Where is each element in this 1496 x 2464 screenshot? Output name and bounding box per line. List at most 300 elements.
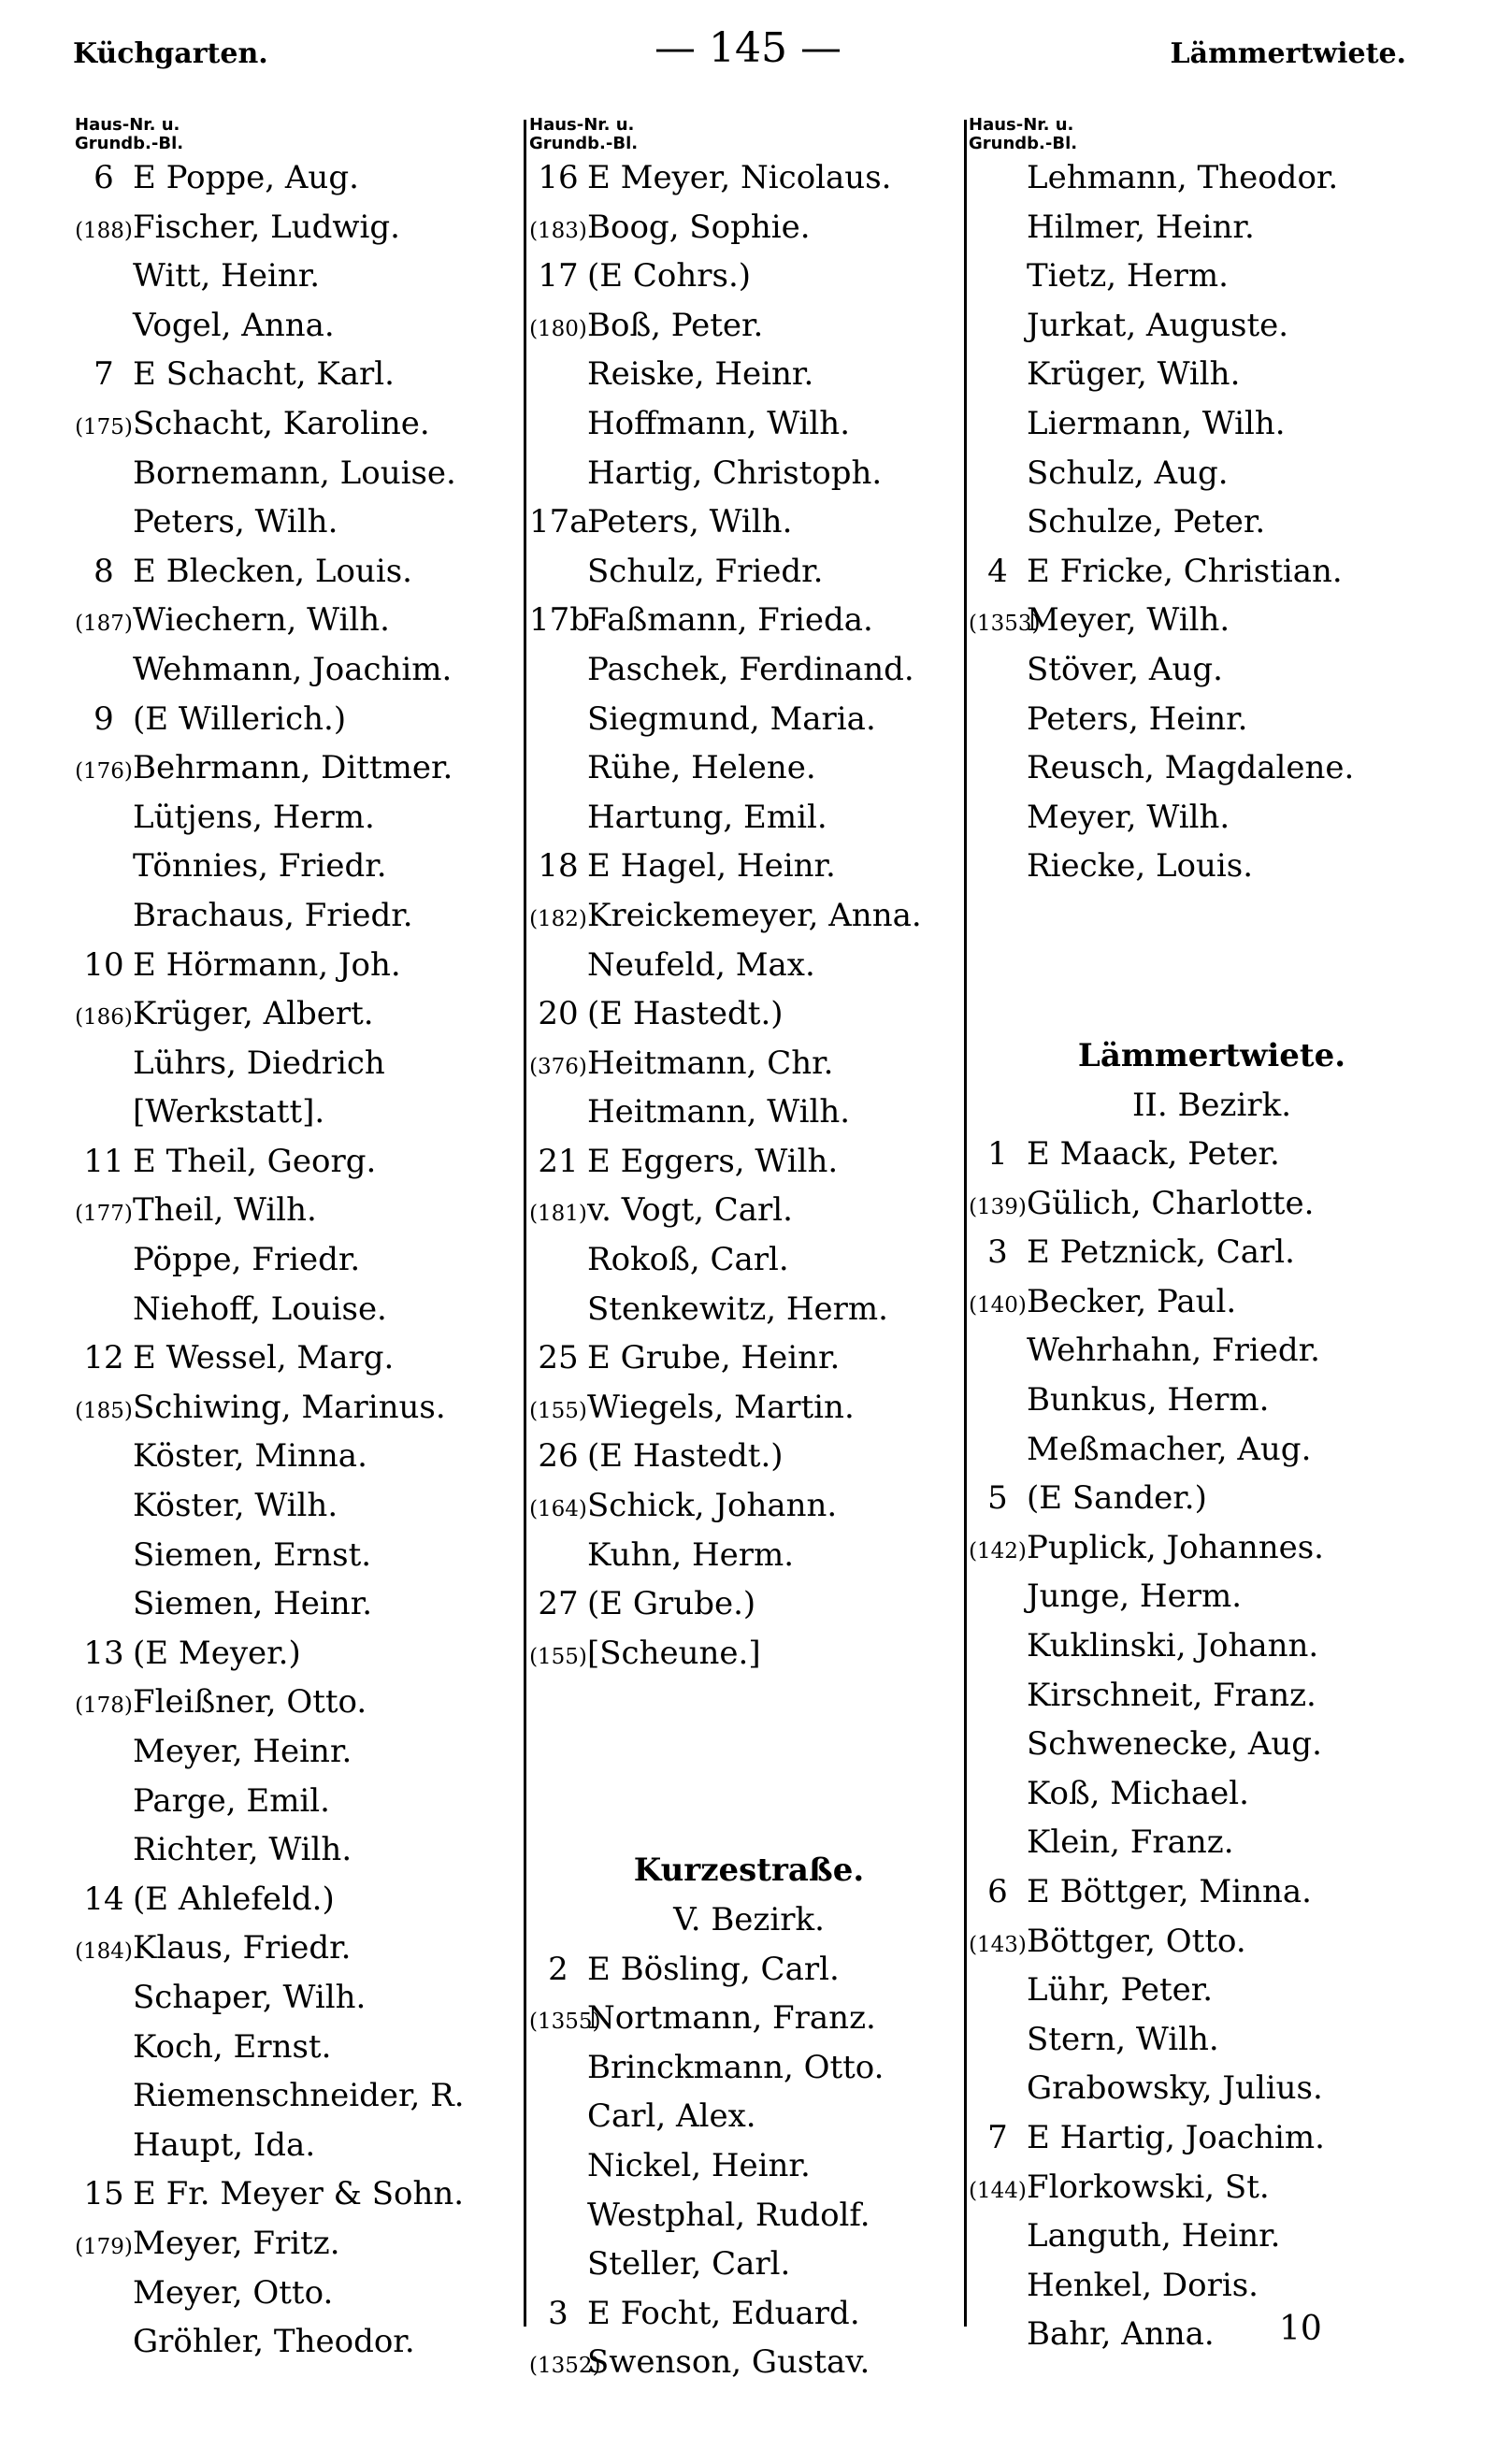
resident-name: E Grube, Heinr. bbox=[587, 1339, 841, 1377]
resident-name: Kuhn, Herm. bbox=[587, 1535, 795, 1574]
house-number: (1352) bbox=[529, 2354, 601, 2379]
house-number: 25 bbox=[538, 1339, 579, 1377]
resident-name: Schacht, Karoline. bbox=[133, 404, 430, 442]
resident-name: Rokoß, Carl. bbox=[587, 1241, 789, 1279]
house-number: 12 bbox=[83, 1339, 124, 1377]
resident-name: (E Sander.) bbox=[1027, 1479, 1207, 1518]
street-title: Lämmertwiete. bbox=[1077, 1036, 1346, 1074]
resident-name: Grabowsky, Julius. bbox=[1027, 2069, 1323, 2108]
resident-name: Heitmann, Wilh. bbox=[587, 1093, 851, 1131]
resident-name: E Eggers, Wilh. bbox=[587, 1142, 839, 1180]
entry-row bbox=[969, 2212, 1455, 2261]
resident-name: Florkowski, St. bbox=[1027, 2168, 1270, 2206]
entry-row bbox=[529, 1039, 969, 1088]
resident-name: Niehoff, Louise. bbox=[133, 1290, 387, 1328]
resident-name: Meyer, Fritz. bbox=[133, 2224, 340, 2262]
entry-row bbox=[529, 1629, 969, 1679]
entry-row bbox=[75, 743, 524, 793]
resident-name: Neufeld, Max. bbox=[587, 945, 815, 984]
resident-name: Behrmann, Dittmer. bbox=[133, 749, 453, 787]
house-number: 10 bbox=[83, 945, 124, 984]
street-title: Kurzestraße. bbox=[633, 1852, 865, 1890]
house-number: (182) bbox=[529, 906, 587, 931]
resident-name: Tönnies, Friedr. bbox=[133, 847, 387, 886]
entry-row bbox=[529, 301, 969, 351]
entry-row bbox=[75, 1088, 524, 1137]
house-number: 7 bbox=[987, 2118, 1008, 2156]
resident-name: Schulze, Peter. bbox=[1027, 503, 1266, 541]
column-3 bbox=[969, 112, 1455, 2359]
house-number: (139) bbox=[969, 1194, 1027, 1219]
house-number: (142) bbox=[969, 1538, 1027, 1563]
entry-row bbox=[969, 2015, 1455, 2065]
entry-row bbox=[75, 1137, 524, 1187]
resident-name: Meyer, Otto. bbox=[133, 2273, 334, 2312]
resident-name: Schick, Johann. bbox=[587, 1487, 838, 1525]
column-header-line: Grundb.-Bl. bbox=[529, 134, 639, 153]
entry-row bbox=[969, 1621, 1455, 1671]
entry-row bbox=[75, 399, 524, 449]
house-number: (164) bbox=[529, 1497, 587, 1522]
entry-row bbox=[75, 1727, 524, 1777]
entry-row bbox=[969, 1818, 1455, 1867]
house-number: 4 bbox=[987, 552, 1008, 590]
resident-name: Wehmann, Joachim. bbox=[133, 650, 453, 688]
house-number: (140) bbox=[969, 1292, 1027, 1318]
resident-name: Junge, Herm. bbox=[1027, 1578, 1242, 1616]
column-header-line: Haus-Nr. u. bbox=[529, 115, 635, 135]
resident-name: Siegmund, Maria. bbox=[587, 699, 876, 738]
column-header-line: Grundb.-Bl. bbox=[969, 134, 1078, 153]
resident-name: Heitmann, Chr. bbox=[587, 1044, 834, 1082]
entry-row bbox=[75, 1481, 524, 1531]
house-number: 17 bbox=[538, 257, 579, 295]
house-number: 18 bbox=[538, 847, 579, 886]
entry-row bbox=[969, 153, 1455, 203]
entry-row bbox=[529, 941, 969, 990]
resident-name: Peters, Wilh. bbox=[587, 503, 793, 541]
entry-row bbox=[75, 252, 524, 301]
house-number: 1 bbox=[987, 1135, 1008, 1174]
resident-name: Becker, Paul. bbox=[1027, 1282, 1237, 1320]
entry-row bbox=[969, 1769, 1455, 1819]
house-number: 6 bbox=[987, 1873, 1008, 1910]
resident-name: Westphal, Rudolf. bbox=[587, 2196, 870, 2234]
entry-row bbox=[529, 793, 969, 843]
entry-row bbox=[75, 1432, 524, 1481]
entry-row bbox=[75, 2317, 524, 2367]
entry-list bbox=[529, 153, 969, 1678]
house-number: (376) bbox=[529, 1054, 587, 1079]
resident-name: E Fricke, Christian. bbox=[1027, 552, 1343, 590]
entry-row bbox=[529, 1333, 969, 1383]
entry-row bbox=[969, 1326, 1455, 1376]
entry-row bbox=[969, 1523, 1455, 1573]
resident-name: E Maack, Peter. bbox=[1027, 1135, 1280, 1174]
entry-row bbox=[529, 1137, 969, 1187]
house-number: (1353) bbox=[969, 612, 1041, 637]
resident-name: Peters, Heinr. bbox=[1027, 699, 1248, 738]
entry-row bbox=[75, 842, 524, 891]
entry-row bbox=[75, 1333, 524, 1383]
entry-row bbox=[969, 1474, 1455, 1523]
house-number: (186) bbox=[75, 1005, 133, 1030]
resident-name: E Schacht, Karl. bbox=[133, 355, 395, 394]
resident-name: Vogel, Anna. bbox=[133, 306, 335, 344]
entry-row bbox=[529, 989, 969, 1039]
entry-row bbox=[529, 1088, 969, 1137]
resident-name: (E Hastedt.) bbox=[587, 995, 784, 1033]
entry-row bbox=[529, 350, 969, 399]
house-number: 8 bbox=[94, 552, 114, 590]
entry-row bbox=[969, 2310, 1455, 2359]
house-number: (180) bbox=[529, 316, 587, 341]
entry-row bbox=[969, 1867, 1455, 1917]
entry-row bbox=[969, 399, 1455, 449]
column-header-line: Haus-Nr. u. bbox=[75, 115, 180, 135]
house-number: (175) bbox=[75, 414, 133, 439]
entry-row bbox=[969, 2163, 1455, 2212]
entry-row bbox=[969, 1425, 1455, 1475]
resident-name: Lütjens, Herm. bbox=[133, 798, 375, 836]
resident-name: Nortmann, Franz. bbox=[587, 1999, 876, 2038]
resident-name: Siemen, Heinr. bbox=[133, 1585, 373, 1623]
entry-row bbox=[75, 2219, 524, 2269]
resident-name: E Poppe, Aug. bbox=[133, 159, 359, 196]
resident-name: E Hörmann, Joh. bbox=[133, 945, 401, 984]
entry-row bbox=[529, 1432, 969, 1481]
entry-row bbox=[969, 1376, 1455, 1425]
resident-name: Gülich, Charlotte. bbox=[1027, 1184, 1315, 1222]
house-number: (188) bbox=[75, 218, 133, 243]
entry-row bbox=[75, 350, 524, 399]
entry-row bbox=[75, 1186, 524, 1235]
entry-row bbox=[529, 1481, 969, 1531]
entry-row bbox=[969, 1572, 1455, 1621]
resident-name: (E Cohrs.) bbox=[587, 257, 752, 295]
resident-name: Stöver, Aug. bbox=[1027, 650, 1223, 688]
resident-name: Haupt, Ida. bbox=[133, 2125, 316, 2164]
house-number: (155) bbox=[529, 1644, 587, 1669]
resident-name: Pöppe, Friedr. bbox=[133, 1241, 361, 1279]
resident-name: Kuklinski, Johann. bbox=[1027, 1627, 1319, 1665]
house-number: 11 bbox=[83, 1142, 124, 1180]
resident-name: Jurkat, Auguste. bbox=[1027, 306, 1289, 344]
resident-name: Parge, Emil. bbox=[133, 1781, 330, 1820]
entry-row bbox=[969, 497, 1455, 547]
resident-name: Stern, Wilh. bbox=[1027, 2020, 1219, 2058]
resident-name: Boog, Sophie. bbox=[587, 208, 811, 246]
entry-row bbox=[75, 2071, 524, 2121]
house-number: (177) bbox=[75, 1202, 133, 1227]
entry-row bbox=[969, 1720, 1455, 1769]
entry-row bbox=[75, 2169, 524, 2219]
house-number: (143) bbox=[969, 1932, 1027, 1957]
resident-name: Riemenschneider, R. bbox=[133, 2077, 465, 2115]
resident-name: [Scheune.] bbox=[587, 1634, 761, 1672]
resident-name: (E Grube.) bbox=[587, 1585, 756, 1623]
house-number: 27 bbox=[538, 1585, 579, 1623]
page-number: — 145 — bbox=[654, 24, 842, 72]
house-number: 21 bbox=[538, 1142, 579, 1180]
house-number: (181) bbox=[529, 1202, 587, 1227]
resident-name: [Werkstatt]. bbox=[133, 1093, 325, 1131]
entry-row bbox=[75, 547, 524, 597]
house-number: 17b bbox=[529, 601, 591, 640]
resident-name: Siemen, Ernst. bbox=[133, 1535, 372, 1574]
resident-name: Rühe, Helene. bbox=[587, 749, 816, 787]
house-number: (144) bbox=[969, 2178, 1027, 2203]
entry-row bbox=[75, 1924, 524, 1973]
house-number: 3 bbox=[548, 2294, 568, 2332]
resident-name: Lühr, Peter. bbox=[1027, 1971, 1214, 2010]
running-head-left: Küchgarten. bbox=[73, 37, 268, 70]
resident-name: Fischer, Ludwig. bbox=[133, 208, 400, 246]
column-header-line: Haus-Nr. u. bbox=[969, 115, 1074, 135]
column-header bbox=[529, 116, 969, 153]
resident-name: Köster, Minna. bbox=[133, 1437, 367, 1476]
resident-name: Fleißner, Otto. bbox=[133, 1683, 367, 1722]
column-1 bbox=[75, 112, 524, 2367]
resident-name: Kirschneit, Franz. bbox=[1027, 1676, 1316, 1714]
resident-name: Hartung, Emil. bbox=[587, 798, 827, 836]
resident-name: Böttger, Otto. bbox=[1027, 1922, 1246, 1960]
resident-name: Witt, Heinr. bbox=[133, 257, 321, 295]
entry-row bbox=[969, 842, 1455, 891]
resident-name: Stenkewitz, Herm. bbox=[587, 1290, 888, 1328]
entry-row bbox=[529, 645, 969, 695]
resident-name: Reiske, Heinr. bbox=[587, 355, 814, 394]
resident-name: Schiwing, Marinus. bbox=[133, 1388, 446, 1426]
entry-row bbox=[529, 743, 969, 793]
resident-name: v. Vogt, Carl. bbox=[587, 1191, 793, 1230]
resident-name: Bornemann, Louise. bbox=[133, 454, 456, 492]
resident-name: E Meyer, Nicolaus. bbox=[587, 159, 892, 196]
house-number: (187) bbox=[75, 612, 133, 637]
resident-name: Krüger, Wilh. bbox=[1027, 355, 1241, 394]
entry-row bbox=[529, 252, 969, 301]
entry-row bbox=[75, 1383, 524, 1433]
entry-row bbox=[75, 2023, 524, 2072]
resident-name: E Theil, Georg. bbox=[133, 1142, 377, 1180]
resident-name: E Böttger, Minna. bbox=[1027, 1873, 1312, 1910]
resident-name: Wiechern, Wilh. bbox=[133, 601, 390, 640]
entry-row bbox=[75, 2269, 524, 2318]
resident-name: Kreickemeyer, Anna. bbox=[587, 896, 922, 934]
entry-row bbox=[969, 793, 1455, 843]
entry-row bbox=[969, 596, 1455, 645]
column-2 bbox=[529, 112, 969, 2387]
resident-name: Hoffmann, Wilh. bbox=[587, 404, 850, 442]
house-number: 14 bbox=[83, 1880, 124, 1918]
signature-mark: 10 bbox=[1279, 2310, 1322, 2348]
entry-row bbox=[75, 596, 524, 645]
house-number: (185) bbox=[75, 1398, 133, 1423]
resident-name: Bunkus, Herm. bbox=[1027, 1381, 1270, 1419]
entry-row bbox=[969, 1277, 1455, 1327]
entry-row bbox=[529, 695, 969, 744]
entry-row bbox=[529, 1945, 969, 1995]
entry-row bbox=[969, 645, 1455, 695]
district-subtitle: II. Bezirk. bbox=[1131, 1086, 1292, 1124]
resident-name: Liermann, Wilh. bbox=[1027, 404, 1286, 442]
resident-name: Boß, Peter. bbox=[587, 306, 764, 344]
entry-row bbox=[529, 1383, 969, 1433]
column-header bbox=[75, 116, 524, 153]
resident-name: Theil, Wilh. bbox=[133, 1191, 317, 1230]
entry-row bbox=[969, 252, 1455, 301]
resident-name: Tietz, Herm. bbox=[1027, 257, 1229, 295]
entry-row bbox=[529, 399, 969, 449]
entry-row bbox=[75, 1875, 524, 1924]
entry-row bbox=[75, 1629, 524, 1679]
entry-row bbox=[529, 1579, 969, 1629]
entry-row bbox=[529, 2092, 969, 2141]
resident-name: Henkel, Doris. bbox=[1027, 2266, 1259, 2304]
running-head-right: Lämmertwiete. bbox=[1170, 37, 1406, 70]
entry-row bbox=[75, 1039, 524, 1088]
entry-row bbox=[75, 1285, 524, 1334]
resident-name: E Blecken, Louis. bbox=[133, 552, 412, 590]
entry-list bbox=[969, 1130, 1455, 2359]
house-number: 16 bbox=[538, 159, 579, 196]
resident-name: Hilmer, Heinr. bbox=[1027, 208, 1255, 246]
entry-row bbox=[969, 1228, 1455, 1277]
entry-row bbox=[75, 1825, 524, 1875]
entry-row bbox=[75, 1579, 524, 1629]
house-number: (1355) bbox=[529, 2010, 601, 2035]
entry-row bbox=[969, 1966, 1455, 2015]
entry-row bbox=[75, 891, 524, 941]
entry-row bbox=[529, 449, 969, 498]
house-number: (183) bbox=[529, 218, 587, 243]
resident-name: Nickel, Heinr. bbox=[587, 2146, 811, 2184]
resident-name: Schulz, Aug. bbox=[1027, 454, 1229, 492]
resident-name: Brachaus, Friedr. bbox=[133, 896, 413, 934]
resident-name: Swenson, Gustav. bbox=[587, 2343, 870, 2382]
resident-name: (E Hastedt.) bbox=[587, 1437, 784, 1476]
entry-list bbox=[969, 153, 1455, 891]
resident-name: E Focht, Eduard. bbox=[587, 2294, 860, 2332]
entry-row bbox=[75, 1531, 524, 1580]
house-number: 13 bbox=[83, 1634, 124, 1672]
entry-row bbox=[529, 1994, 969, 2043]
house-number: (179) bbox=[75, 2234, 133, 2259]
resident-name: Brinckmann, Otto. bbox=[587, 2048, 885, 2086]
resident-name: Köster, Wilh. bbox=[133, 1487, 338, 1525]
resident-name: Wiegels, Martin. bbox=[587, 1388, 855, 1426]
resident-name: Klaus, Friedr. bbox=[133, 1929, 352, 1967]
resident-name: Klein, Franz. bbox=[1027, 1823, 1234, 1862]
house-number: 2 bbox=[548, 1950, 568, 1988]
entry-row bbox=[529, 203, 969, 252]
entry-row bbox=[529, 2141, 969, 2191]
entry-row bbox=[529, 2338, 969, 2387]
entry-row bbox=[969, 1917, 1455, 1967]
entry-row bbox=[969, 449, 1455, 498]
column-divider bbox=[524, 120, 526, 2327]
entry-row bbox=[75, 941, 524, 990]
resident-name: Peters, Wilh. bbox=[133, 503, 338, 541]
resident-name: Meßmacher, Aug. bbox=[1027, 1430, 1312, 1468]
entry-row bbox=[529, 596, 969, 645]
entry-row bbox=[75, 645, 524, 695]
entry-row bbox=[75, 449, 524, 498]
entry-row bbox=[969, 695, 1455, 744]
resident-name: E Wessel, Marg. bbox=[133, 1339, 395, 1377]
resident-name: Bahr, Anna. bbox=[1027, 2315, 1215, 2354]
entry-row bbox=[969, 1130, 1455, 1179]
resident-name: Lührs, Diedrich bbox=[133, 1044, 385, 1082]
entry-row bbox=[75, 2121, 524, 2170]
house-number: (176) bbox=[75, 759, 133, 785]
entry-row bbox=[75, 1235, 524, 1285]
entry-row bbox=[969, 2064, 1455, 2113]
entry-row bbox=[75, 1678, 524, 1727]
entry-row bbox=[969, 2261, 1455, 2311]
entry-row bbox=[529, 2240, 969, 2289]
resident-name: Krüger, Albert. bbox=[133, 995, 374, 1033]
resident-name: Meyer, Heinr. bbox=[133, 1733, 352, 1770]
entry-row bbox=[969, 1179, 1455, 1229]
resident-name: (E Ahlefeld.) bbox=[133, 1880, 335, 1918]
resident-name: E Hartig, Joachim. bbox=[1027, 2118, 1325, 2156]
entry-row bbox=[969, 2113, 1455, 2163]
resident-name: Gröhler, Theodor. bbox=[133, 2323, 415, 2361]
house-number: (178) bbox=[75, 1693, 133, 1719]
entry-row bbox=[529, 1235, 969, 1285]
house-number: 20 bbox=[538, 995, 579, 1033]
house-number: 26 bbox=[538, 1437, 579, 1476]
resident-name: Koß, Michael. bbox=[1027, 1774, 1249, 1812]
resident-name: E Petznick, Carl. bbox=[1027, 1233, 1295, 1272]
resident-name: Koch, Ernst. bbox=[133, 2027, 332, 2066]
entry-row bbox=[75, 301, 524, 351]
resident-name: Steller, Carl. bbox=[587, 2245, 791, 2284]
entry-row bbox=[75, 695, 524, 744]
resident-name: Paschek, Ferdinand. bbox=[587, 650, 914, 688]
resident-name: Reusch, Magdalene. bbox=[1027, 749, 1355, 787]
entry-row bbox=[75, 1777, 524, 1826]
entry-row bbox=[969, 547, 1455, 597]
entry-row bbox=[529, 2191, 969, 2241]
entry-row bbox=[969, 1671, 1455, 1721]
resident-name: Schwenecke, Aug. bbox=[1027, 1725, 1322, 1764]
resident-name: (E Meyer.) bbox=[133, 1634, 301, 1672]
entry-row bbox=[529, 2043, 969, 2093]
house-number: 9 bbox=[94, 699, 114, 738]
entry-row bbox=[969, 301, 1455, 351]
entry-row bbox=[529, 547, 969, 597]
entry-row bbox=[529, 153, 969, 203]
resident-name: Riecke, Louis. bbox=[1027, 847, 1254, 886]
resident-name: Puplick, Johannes. bbox=[1027, 1528, 1324, 1566]
resident-name: E Fr. Meyer & Sohn. bbox=[133, 2175, 465, 2213]
entry-row bbox=[75, 989, 524, 1039]
resident-name: Carl, Alex. bbox=[587, 2097, 756, 2136]
entry-list bbox=[75, 153, 524, 2367]
entry-row bbox=[75, 153, 524, 203]
resident-name: Richter, Wilh. bbox=[133, 1831, 352, 1869]
resident-name: Hartig, Christoph. bbox=[587, 454, 883, 492]
entry-row bbox=[75, 203, 524, 252]
house-number: 3 bbox=[987, 1233, 1008, 1272]
resident-name: (E Willerich.) bbox=[133, 699, 347, 738]
resident-name: Lehmann, Theodor. bbox=[1027, 159, 1339, 196]
house-number: 15 bbox=[83, 2175, 124, 2213]
entry-row bbox=[529, 891, 969, 941]
resident-name: Languth, Heinr. bbox=[1027, 2217, 1281, 2255]
